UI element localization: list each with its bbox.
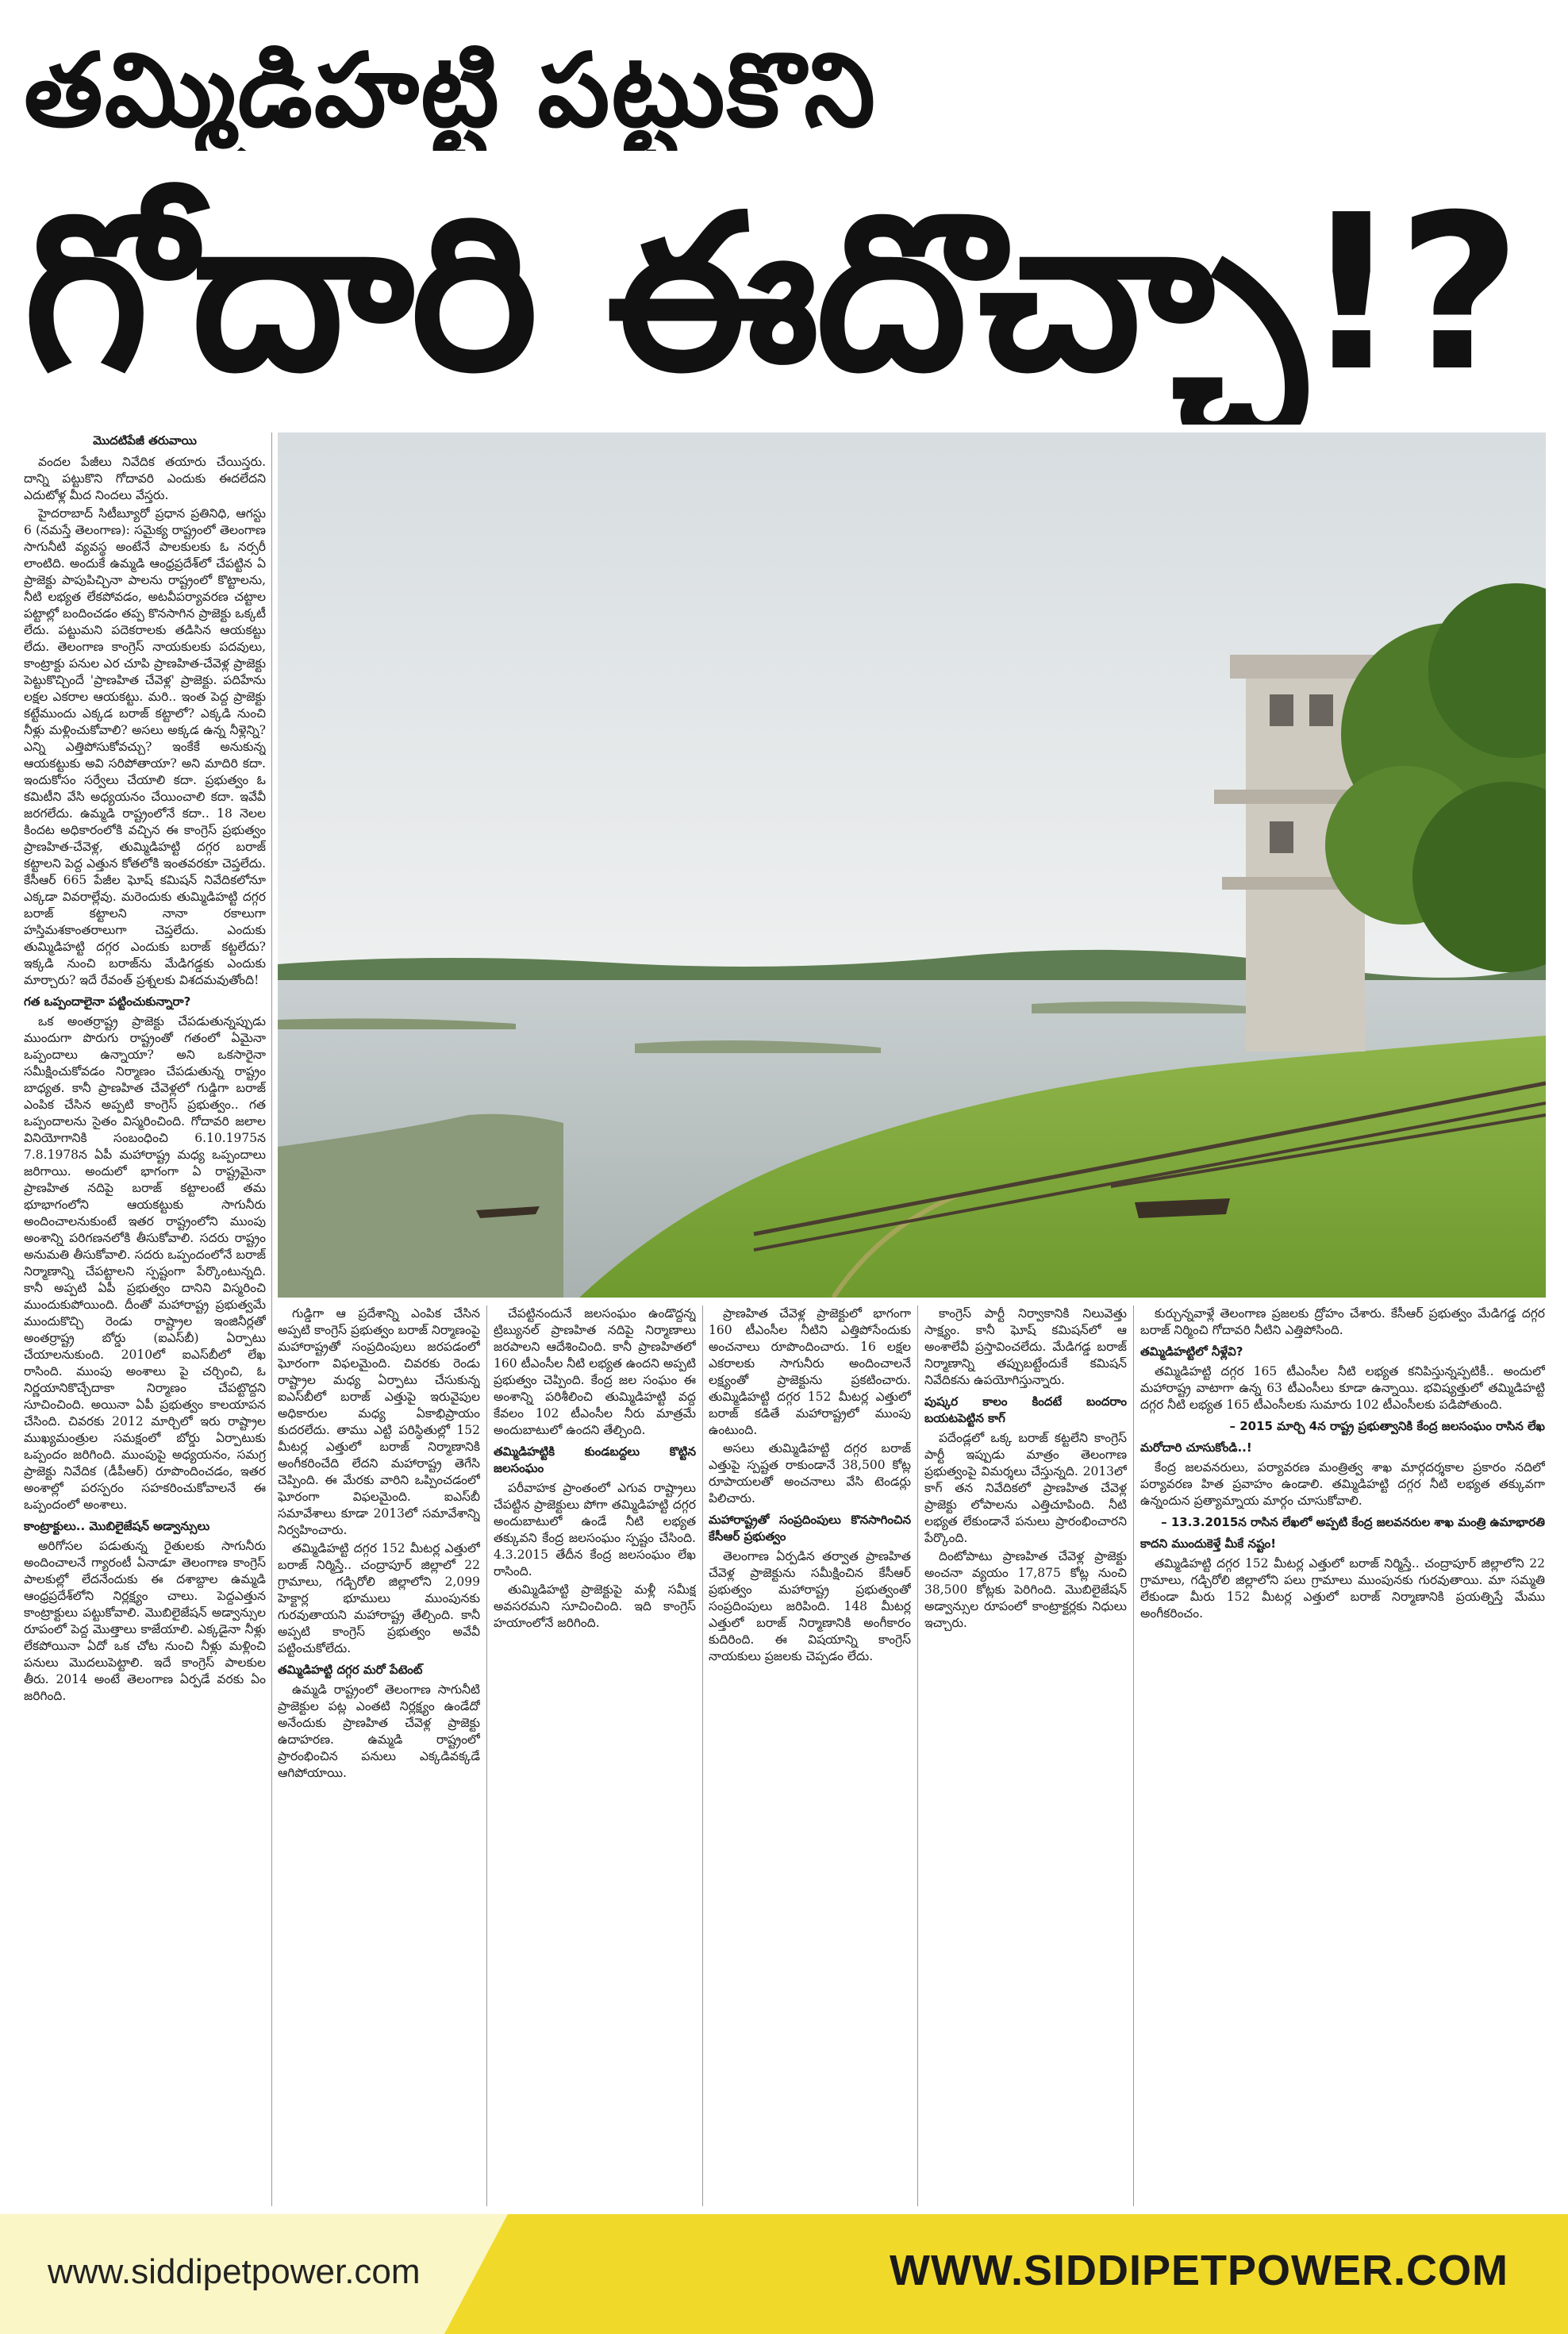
footer-banner [0, 2214, 1568, 2334]
paragraph: కేంద్ర జలవనరులు, పర్యావరణ మంత్రిత్వ శాఖ మార్గదర్శకాల ప్రకారం నదిలో పర్యావరణ హిత ప్రవాహం ఉండాలి. తమ్మిడిహట్టి దగ్గర నీటి లభ్యత తక్కువగా ఉన్నందున ప్రత్యామ్నాయ మార్గం చూసుకోవాలి. [1140, 1460, 1545, 1508]
paragraph: వందల పేజీలు నివేదిక తయారు చేయిస్తరు. దాన్ని పట్టుకొని గోదావరి ఎందుకు ఈదలేదని ఎదుటోళ్ల మీద నిందలు వేస్తరు. [24, 455, 266, 502]
article-column-4 [709, 1305, 911, 2206]
column-rule [917, 1305, 918, 2206]
subheading: తమ్మిడిహట్టికి కుండబద్దలు కొట్టిన జలసంఘం [494, 1444, 696, 1475]
subheading: మరోదారి చూసుకోండి..! [1140, 1440, 1252, 1455]
column-rule [1133, 1305, 1134, 2206]
byline: మొదటిపేజీ తరువాయి [93, 433, 197, 448]
river-photo [278, 433, 1546, 1298]
source-note: – 13.3.2015న రాసిన లేఖలో అప్పటి కేంద్ర జలవనరుల శాఖ మంత్రి ఉమాభారతి [1161, 1515, 1545, 1529]
paragraph: తమ్మిడిహట్టి దగ్గర 152 మీటర్ల ఎత్తులో బరాజ్ నిర్మిస్తే.. చంద్రాపూర్ జిల్లాలో 22 గ్రామాలు, గడ్చిరోలి జిల్లాలోని 2,099 హెక్టార్ల భూములు ముంపునకు గురవుతాయని మహారాష్ట్ర తేల్చింది. కానీ అప్పటి కాంగ్రెస్ ప్రభుత్వం అవేవీ పట్టించుకోలేదు. [278, 1541, 480, 1655]
subheading: పుష్కర కాలం కిందటే బందరాం బయటపెట్టిన కాగ్ [924, 1394, 1127, 1425]
subheading: గత ఒప్పందాలైనా పట్టించుకున్నారా? [24, 994, 191, 1009]
footer-website-left[interactable]: www.siddipetpower.com [48, 2252, 421, 2291]
paragraph: అరిగోసల పడుతున్న రైతులకు సాగునీరు అందించాలనే గ్యారంటీ ఏనాడూ తెలంగాణ కాంగ్రెస్ పాలకుల్లో లేదనేందుకు ఈ దశాబ్దాల ఉమ్మడి ఆంధ్రప్రదేశ్‌లోని నిర్లక్ష్యం చాలు. పెద్దఎత్తున కాంట్రాక్టులు పట్టుకోవాలి. మొబిలైజేషన్ అడ్వాన్సుల రూపంలో పెద్ద మొత్తాలు కాజేయాలి. ఎక్కడైనా నీళ్లు లేకపోయినా ఏదో ఒక చోట నుంచి నీళ్లు మళ్లించి పనులు మొదలుపెట్టాలి. ఇదే కాంగ్రెస్ పాలకుల తీరు. 2014 అంటే తెలంగాణ ఏర్పడే వరకు ఏం జరిగింది. [24, 1539, 266, 1703]
source-note: – 2015 మార్చి 4న రాష్ట్ర ప్రభుత్వానికి కేంద్ర జలసంఘం రాసిన లేఖ [1229, 1419, 1545, 1433]
paragraph: హైదరాబాద్ సిటీబ్యూరో ప్రధాన ప్రతినిధి, ఆగస్టు 6 (నమస్తే తెలంగాణ): సమైక్య రాష్ట్రంలో తెలంగాణ సాగునీటి వ్యవస్థ అంటేనే పాలకులకు ఓ నర్సరీ లాంటిది. అందుకే ఉమ్మడి ఆంధ్రప్రదేశ్‌లో చేపట్టిన ఏ ప్రాజెక్టు పాపుపిచ్చినా పాలను రాష్ట్రంలో కొట్టాలను, నీటి లభ్యత లేకపోవడం, అటవీపర్యావరణ చట్టాల పట్టాల్లో బందించడం తప్ప కొనసాగిన ప్రాజెక్టు ఒక్కటీ లేదు. పట్టుమని పదెకరాలకు తడిసిన ఆయకట్టు లేదు. తెలంగాణ కాంగ్రెస్ నాయకులకు పదవులు, కాంట్రాక్టు పనుల ఎర చూపి ప్రాణహిత-చేవెళ్ల ప్రాజెక్టు పెట్టుకొచ్చిందే 'ప్రాణహిత చేవెళ్ల' ప్రాజెక్టు. పదిహేను లక్షల ఎకరాల ఆయకట్టు. మరి.. ఇంత పెద్ద ప్రాజెక్టు కట్టేముందు ఎక్కడ బరాజ్ కట్టాలో? ఎక్కడి నుంచి నీళ్లు మళ్లించుకోవాలి? అసలు అక్కడ ఉన్న నీళ్లెన్ని? ఎన్ని ఎత్తిపోసుకోవచ్చు? ఇంకేకే అనుకున్న ఆయకట్టుకు అవి సరిపోతాయా? అని మాదిరి కదా. ఇందుకోసం సర్వేలు చేయాలి కదా. ప్రభుత్వం ఓ కమిటీని వేసి అధ్యయనం చేయించాలి కదా. ఇవేవీ జరగలేదు. ఉమ్మడి రాష్ట్రంలోనే కదా.. 18 నెలల కిందట అధికారంలోకి వచ్చిన ఈ కాంగ్రెస్ ప్రభుత్వం ప్రాణహిత-చేవెళ్ల, తుమ్మిడిహట్టి దగ్గర బరాజ్ కట్టాలని పెద్ద ఎత్తున కోతలోకి ఇంతవరకూ చెప్తలేదు. కేసీఆర్ 665 పేజీల ఘోష్ కమిషన్ నివేదికలోనూ ఎక్కడా వివరాల్లేవు. మరెందుకు తుమ్మిడిహట్టి దగ్గర బరాజ్ కట్టాలని నానా రకాలుగా హస్తిమశకాంతరాలుగా చెప్తలేదు. ఎందుకు తుమ్మిడిహట్టి దగ్గర ఎందుకు బరాజ్ కట్టలేదు? ఇక్కడి నుంచి బరాజ్‌ను మేడిగడ్డకు ఎందుకు మార్చారు? ఇదే రేవంత్ ప్రశ్నలకు విశదమవుతోంది! [24, 506, 266, 987]
paragraph: గుడ్డిగా ఆ ప్రదేశాన్ని ఎంపిక చేసిన అప్పటి కాంగ్రెస్ ప్రభుత్వం బరాజ్ నిర్మాణంపై మహారాష్ట్రతో సంప్రదింపులు జరపడంలో ఘోరంగా విఫలమైంది. చివరకు రెండు రాష్ట్రాల మధ్య ఏర్పాటు చేసుకున్న ఐఎస్‌బీలో బరాజ్ ఎత్తుపై ఇరువైపుల అధికారుల మధ్య ఏకాభిప్రాయం కుదరలేదు. తాము ఎట్టి పరిస్థితుల్లో 152 మీటర్ల ఎత్తులో బరాజ్ నిర్మాణానికి అంగీకరించేది లేదని మహారాష్ట్ర తెగేసి చెప్పింది. ఈ మేరకు వారిని ఒప్పించడంలో ఘోరంగా విఫలమైంది. ఐఎస్‌బీ సమావేశాలు కూడా 2013లో సమావేశాన్ని నిర్వహించారు. [278, 1306, 480, 1537]
headline-line2: గోదారి ఈదొచ్చా!? [24, 168, 1519, 418]
subheading: తమ్మిడిహట్టి దగ్గర మరో పేటెంట్ [278, 1663, 423, 1677]
subheading: తమ్మిడిహట్టిలో నీళ్లేవి? [1140, 1344, 1243, 1359]
article-column-1 [24, 433, 266, 2202]
paragraph: పరీవాహక ప్రాంతంలో ఎగువ రాష్ట్రాలు చేపట్టిన ప్రాజెక్టులు పోగా తమ్మిడిహట్టి దగ్గర అందుబాటులో ఉండే నీటి లభ్యత తక్కువని కేంద్ర జలసంఘం స్పష్టం చేసింది. 4.3.2015 తేదీన కేంద్ర జలసంఘం లేఖ రాసింది. [494, 1481, 696, 1578]
paragraph: తమ్మిడిహట్టి దగ్గర 152 మీటర్ల ఎత్తులో బరాజ్ నిర్మిస్తే.. చంద్రాపూర్ జిల్లాలోని 22 గ్రామాలు, గడ్చిరోలి జిల్లాలోని పలు గ్రామాలు ముంపునకు గురవుతాయి. మా సమ్మతి లేకుండా మీరు 152 మీటర్ల ఎత్తులో బరాజ్ నిర్మాణానికి ప్రయత్నిస్తే మేము అంగీకరించం. [1140, 1556, 1545, 1621]
headline-line1: తమ్మిడిహట్టి పట్టుకొని [24, 32, 877, 150]
article-column-5 [924, 1305, 1127, 2206]
paragraph: కాంగ్రెస్ పార్టీ నిర్వాకానికి నిలువెత్తు సాక్ష్యం. కానీ ఘోష్ కమిషన్‌లో ఆ అంశాలేవీ ప్రస్తావించలేదు. మేడిగడ్డ బరాజ్ నిర్మాణాన్ని తప్పుబట్టేందుకే కమిషన్ నివేదికను ఉపయోగిస్తున్నారు. [924, 1306, 1127, 1387]
paragraph: తుమ్మిడిహట్టి ప్రాజెక్టుపై మళ్లీ సమీక్ష అవసరమని సూచించింది. ఇది కాంగ్రెస్ హయాంలోనే జరిగింది. [494, 1582, 696, 1630]
subheading: కాదని ముందుకెళ్తే మీకే నష్టం! [1140, 1536, 1277, 1551]
footer-website-right[interactable]: WWW.SIDDIPETPOWER.COM [890, 2247, 1508, 2294]
article-column-3 [494, 1305, 696, 2206]
paragraph: చేపట్టినందునే జలసంఘం ఉండొద్దన్న ట్రిబ్యునల్ ప్రాణహిత నదిపై నిర్మాణాలు జరపాలని ఆదేశించింది. కానీ ప్రాణహితలో 160 టీఎంసీల నీటి లభ్యత ఉందని అప్పటి ప్రభుత్వం చెప్పింది. కేంద్ర జల సంఘం ఈ అంశాన్ని పరిశీలించి తుమ్మిడిహట్టి వద్ద కేవలం 102 టీఎంసీల నీరు మాత్రమే అందుబాటులో ఉందని తేల్చింది. [494, 1306, 696, 1437]
column-rule [271, 433, 272, 2206]
paragraph: తెలంగాణ ఏర్పడిన తర్వాత ప్రాణహిత చేవెళ్ల ప్రాజెక్టును సమీక్షించిన కేసీఆర్ ప్రభుత్వం మహారాష్ట్ర ప్రభుత్వంతో సంప్రదింపులు జరిపింది. 148 మీటర్ల ఎత్తులో బరాజ్ నిర్మాణానికి అంగీకారం కుదిరింది. ఈ విషయాన్ని కాంగ్రెస్ నాయకులు ప్రజలకు చెప్పడం లేదు. [709, 1549, 911, 1663]
paragraph: దింటోపాటు ప్రాణహిత చేవెళ్ల ప్రాజెక్టు అంచనా వ్యయం 17,875 కోట్ల నుంచి 38,500 కోట్లకు పెరిగింది. మొబిలైజేషన్ అడ్వాన్సుల రూపంలో కాంట్రాక్టర్లకు నిధులు ఇచ్చారు. [924, 1549, 1127, 1630]
article-column-6 [1140, 1305, 1545, 2206]
subheading: మహారాష్ట్రతో సంప్రదింపులు కొనసాగించిన కేసీఆర్ ప్రభుత్వం [709, 1513, 911, 1544]
paragraph: అసలు తుమ్మిడిహట్టి దగ్గర బరాజ్ ఎత్తుపై స్పష్టత రాకుండానే 38,500 కోట్ల రూపాయలతో అంచనాలు వేసి టెండర్లు పిలిచారు. [709, 1441, 911, 1505]
paragraph: కుర్చున్నవాళ్లే తెలంగాణ ప్రజలకు ద్రోహం చేశారు. కేసీఆర్ ప్రభుత్వం మేడిగడ్డ దగ్గర బరాజ్ నిర్మించి గోదావరి నీటిని ఎత్తిపోసింది. [1140, 1306, 1545, 1337]
column-rule [486, 1305, 487, 2206]
paragraph: పదేండ్లలో ఒక్క బరాజ్ కట్టలేని కాంగ్రెస్ పార్టీ ఇప్పుడు మాత్రం తెలంగాణ ప్రభుత్వంపై విమర్శలు చేస్తున్నది. 2013లో కాగ్ తన నివేదికలో ప్రాణహిత చేవెళ్ల ప్రాజెక్టు లోపాలను ఎత్తిచూపింది. నీటి లభ్యత లేకుండానే పనులు ప్రారంభించారని పేర్కొంది. [924, 1431, 1127, 1545]
paragraph: ఉమ్మడి రాష్ట్రంలో తెలంగాణ సాగునీటి ప్రాజెక్టుల పట్ల ఎంతటి నిర్లక్ష్యం ఉండేదో అనేందుకు ప్రాణహిత చేవెళ్ల ప్రాజెక్టు ఉదాహరణ. ఉమ్మడి రాష్ట్రంలో ప్రారంభించిన పనులు ఎక్కడివక్కడే ఆగిపోయాయి. [278, 1682, 480, 1780]
column-rule [702, 1305, 703, 2206]
article-column-2 [278, 1305, 480, 2206]
subheading: కాంట్రాక్టులు.. మొబిలైజేషన్ అడ్వాన్సులు [24, 1519, 210, 1533]
paragraph: ఒక అంతర్రాష్ట్ర ప్రాజెక్టు చేపడుతున్నప్పుడు ముందుగా పొరుగు రాష్ట్రంతో గతంలో ఏమైనా ఒప్పందాలు ఉన్నాయా? అని ఒకసారైనా సమీక్షించుకోవడం నిర్మాణం చేపడుతున్న రాష్ట్రం బాధ్యత. కానీ ప్రాణహిత చేవెళ్లలో గుడ్డిగా బరాజ్ ఎంపిక చేసిన అప్పటి కాంగ్రెస్ ప్రభుత్వం.. గత ఒప్పందాలను సైతం విస్మరించింది. గోదావరి జలాల వినియోగానికి సంబంధించి 6.10.1975న 7.8.1978న ఏపీ మహారాష్ట్ర మధ్య ఒప్పందాలు జరిగాయి. అందులో భాగంగా ఏ రాష్ట్రమైనా ప్రాణహిత నదిపై బరాజ్ కట్టాలంటే తమ భూభాగంలోని ఆయకట్టుకు సాగునీరు అందించాలనుకుంటే ఇతర రాష్ట్రంలోని ముంపు అంశాన్ని పరిగణనలోకి తీసుకోవాలి. సదరు రాష్ట్రం అనుమతి తీసుకోవాలి. సదరు ఒప్పందంలోనే బరాజ్ నిర్మాణాన్ని చేపట్టాలని స్పష్టంగా పేర్కొంటున్నది. కానీ అప్పటి ఏపీ ప్రభుత్వం దానిని విస్మరించి ముందుకుపోయింది. దీంతో మహారాష్ట్ర ప్రభుత్వమే ముందుకొచ్చి రెండు రాష్ట్రాల ఇంజినీర్లతో అంతర్రాష్ట్ర బోర్డు (ఐఎస్‌బీ) ఏర్పాటు చేయాలనుకుంది. 2010లో ఐఎస్‌బీలో లేఖ రాసింది. ముంపు అంశాలు పై చర్చించి, ఓ నిర్ణయానికొచ్చేదాకా నిర్మాణం చేపట్టొద్దని సూచించింది. అయినా ఏపీ ప్రభుత్వం కాలయాపన చేసింది. చివరకు 2012 మార్చిలో ఇరు రాష్ట్రాల ముఖ్యమంత్రుల సమక్షంలో బోర్డు ఏర్పాటుకు ఒప్పందం జరిగింది. ముంపుపై అధ్యయనం, సమగ్ర ప్రాజెక్టు నివేదిక (డీపీఆర్) రూపొందించడం, ఇతర అంశాల్లో పరస్పరం సహకరించుకోవాలనే ఈ ఒప్పందంలో అంశాలు. [24, 1014, 266, 1512]
paragraph: ప్రాణహిత చేవెళ్ల ప్రాజెక్టులో భాగంగా 160 టీఎంసీల నీటిని ఎత్తిపోసేందుకు అంచనాలు రూపొందించారు. 16 లక్షల ఎకరాలకు సాగునీరు అందించాలనే లక్ష్యంతో ప్రాజెక్టును ప్రకటించారు. తుమ్మిడిహట్టి దగ్గర 152 మీటర్ల ఎత్తులో బరాజ్ కడితే మహారాష్ట్రలో ముంపు ఉంటుంది. [709, 1306, 911, 1437]
paragraph: తమ్మిడిహట్టి దగ్గర 165 టీఎంసీల నీటి లభ్యత కనిపిస్తున్నప్పటికీ.. అందులో మహారాష్ట్ర వాటాగా ఉన్న 63 టీఎంసీలు కూడా ఉన్నాయి. భవిష్యత్తులో తమ్మిడిహట్టి దగ్గర నీటి లభ్యత 165 టీఎంసీలకు సుమారు 102 టీఎంసీలకు పడిపోతుంది. [1140, 1364, 1545, 1412]
river-photo-illustration [278, 433, 1546, 1298]
